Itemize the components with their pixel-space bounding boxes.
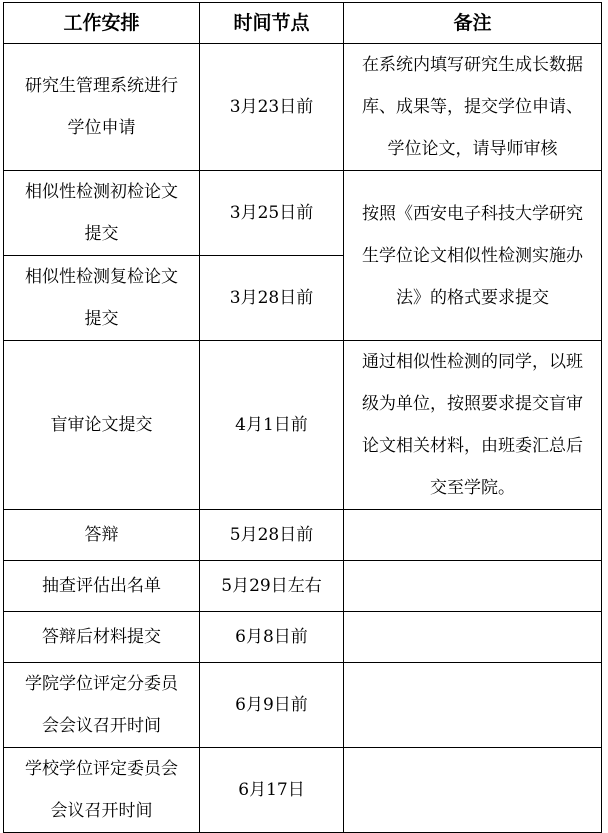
- task-cell: [4, 341, 200, 510]
- note-text: 级为单位，按照要求提交盲审: [362, 394, 583, 414]
- task-cell: [4, 44, 200, 171]
- note-text: 生学位论文相似性检测实施办: [362, 245, 583, 266]
- note-cell: [344, 44, 602, 171]
- table-row: [4, 663, 602, 748]
- table-row: [4, 341, 602, 510]
- task-text: 提交: [84, 224, 119, 244]
- header-note: 备注: [344, 3, 602, 44]
- task-cell: [4, 663, 200, 748]
- time-cell: 4月1日前: [200, 341, 344, 510]
- note-text: 论文相关材料，由班委汇总后: [362, 436, 583, 456]
- task-cell: [4, 748, 200, 833]
- task-text: 会议召开时间: [50, 801, 153, 821]
- note-cell: [344, 748, 602, 833]
- note-cell: [344, 663, 602, 748]
- time-cell: 3月25日前: [200, 171, 344, 256]
- note-cell: [344, 510, 602, 561]
- note-cell: [344, 561, 602, 612]
- header-row: [4, 3, 602, 44]
- note-text: 通过相似性检测的同学，以班: [362, 352, 583, 372]
- task-cell: [4, 510, 200, 561]
- task-text: 相似性检测初检论文: [25, 182, 178, 202]
- header-time: 时间节点: [200, 3, 344, 44]
- task-text: 研究生管理系统进行: [25, 76, 178, 96]
- task-cell: [4, 561, 200, 612]
- time-cell: 6月9日前: [200, 663, 344, 748]
- table-row: [4, 561, 602, 612]
- table-row: [4, 612, 602, 663]
- note-text: 按照《西安电子科技大学研究: [362, 203, 583, 224]
- task-text: 答辩后材料提交: [42, 627, 161, 647]
- note-text: 法》的格式要求提交: [396, 287, 549, 308]
- task-text: 学院学位评定分委员: [25, 674, 178, 694]
- time-cell: 6月8日前: [200, 612, 344, 663]
- task-text: 学位申请: [67, 118, 136, 138]
- note-cell-merged: [344, 171, 602, 341]
- time-cell: 3月23日前: [200, 44, 344, 171]
- task-text: 相似性检测复检论文: [25, 267, 178, 287]
- task-text: 抽查评估出名单: [42, 576, 161, 596]
- task-text: 盲审论文提交: [50, 415, 153, 435]
- time-cell: 5月29日左右: [200, 561, 344, 612]
- table-row: [4, 44, 602, 171]
- table-row: [4, 171, 602, 256]
- table-row: [4, 510, 602, 561]
- time-cell: 3月28日前: [200, 256, 344, 341]
- note-cell: [344, 341, 602, 510]
- task-cell: [4, 171, 200, 256]
- task-text: 会会议召开时间: [42, 716, 161, 736]
- time-cell: 5月28日前: [200, 510, 344, 561]
- note-text: 交至学院。: [430, 478, 515, 498]
- time-cell: 6月17日: [200, 748, 344, 833]
- note-text: 库、成果等，提交学位申请、: [362, 97, 583, 117]
- task-text: 学校学位评定委员会: [25, 759, 178, 779]
- note-text: 在系统内填写研究生成长数据: [362, 55, 583, 75]
- note-cell: [344, 612, 602, 663]
- task-cell: [4, 612, 200, 663]
- note-text: 学位论文，请导师审核: [387, 139, 558, 159]
- task-text: 提交: [84, 309, 119, 329]
- task-cell: [4, 256, 200, 341]
- header-task: 工作安排: [4, 3, 200, 44]
- schedule-table: [3, 2, 602, 833]
- table-row: [4, 748, 602, 833]
- task-text: 答辩: [84, 525, 119, 545]
